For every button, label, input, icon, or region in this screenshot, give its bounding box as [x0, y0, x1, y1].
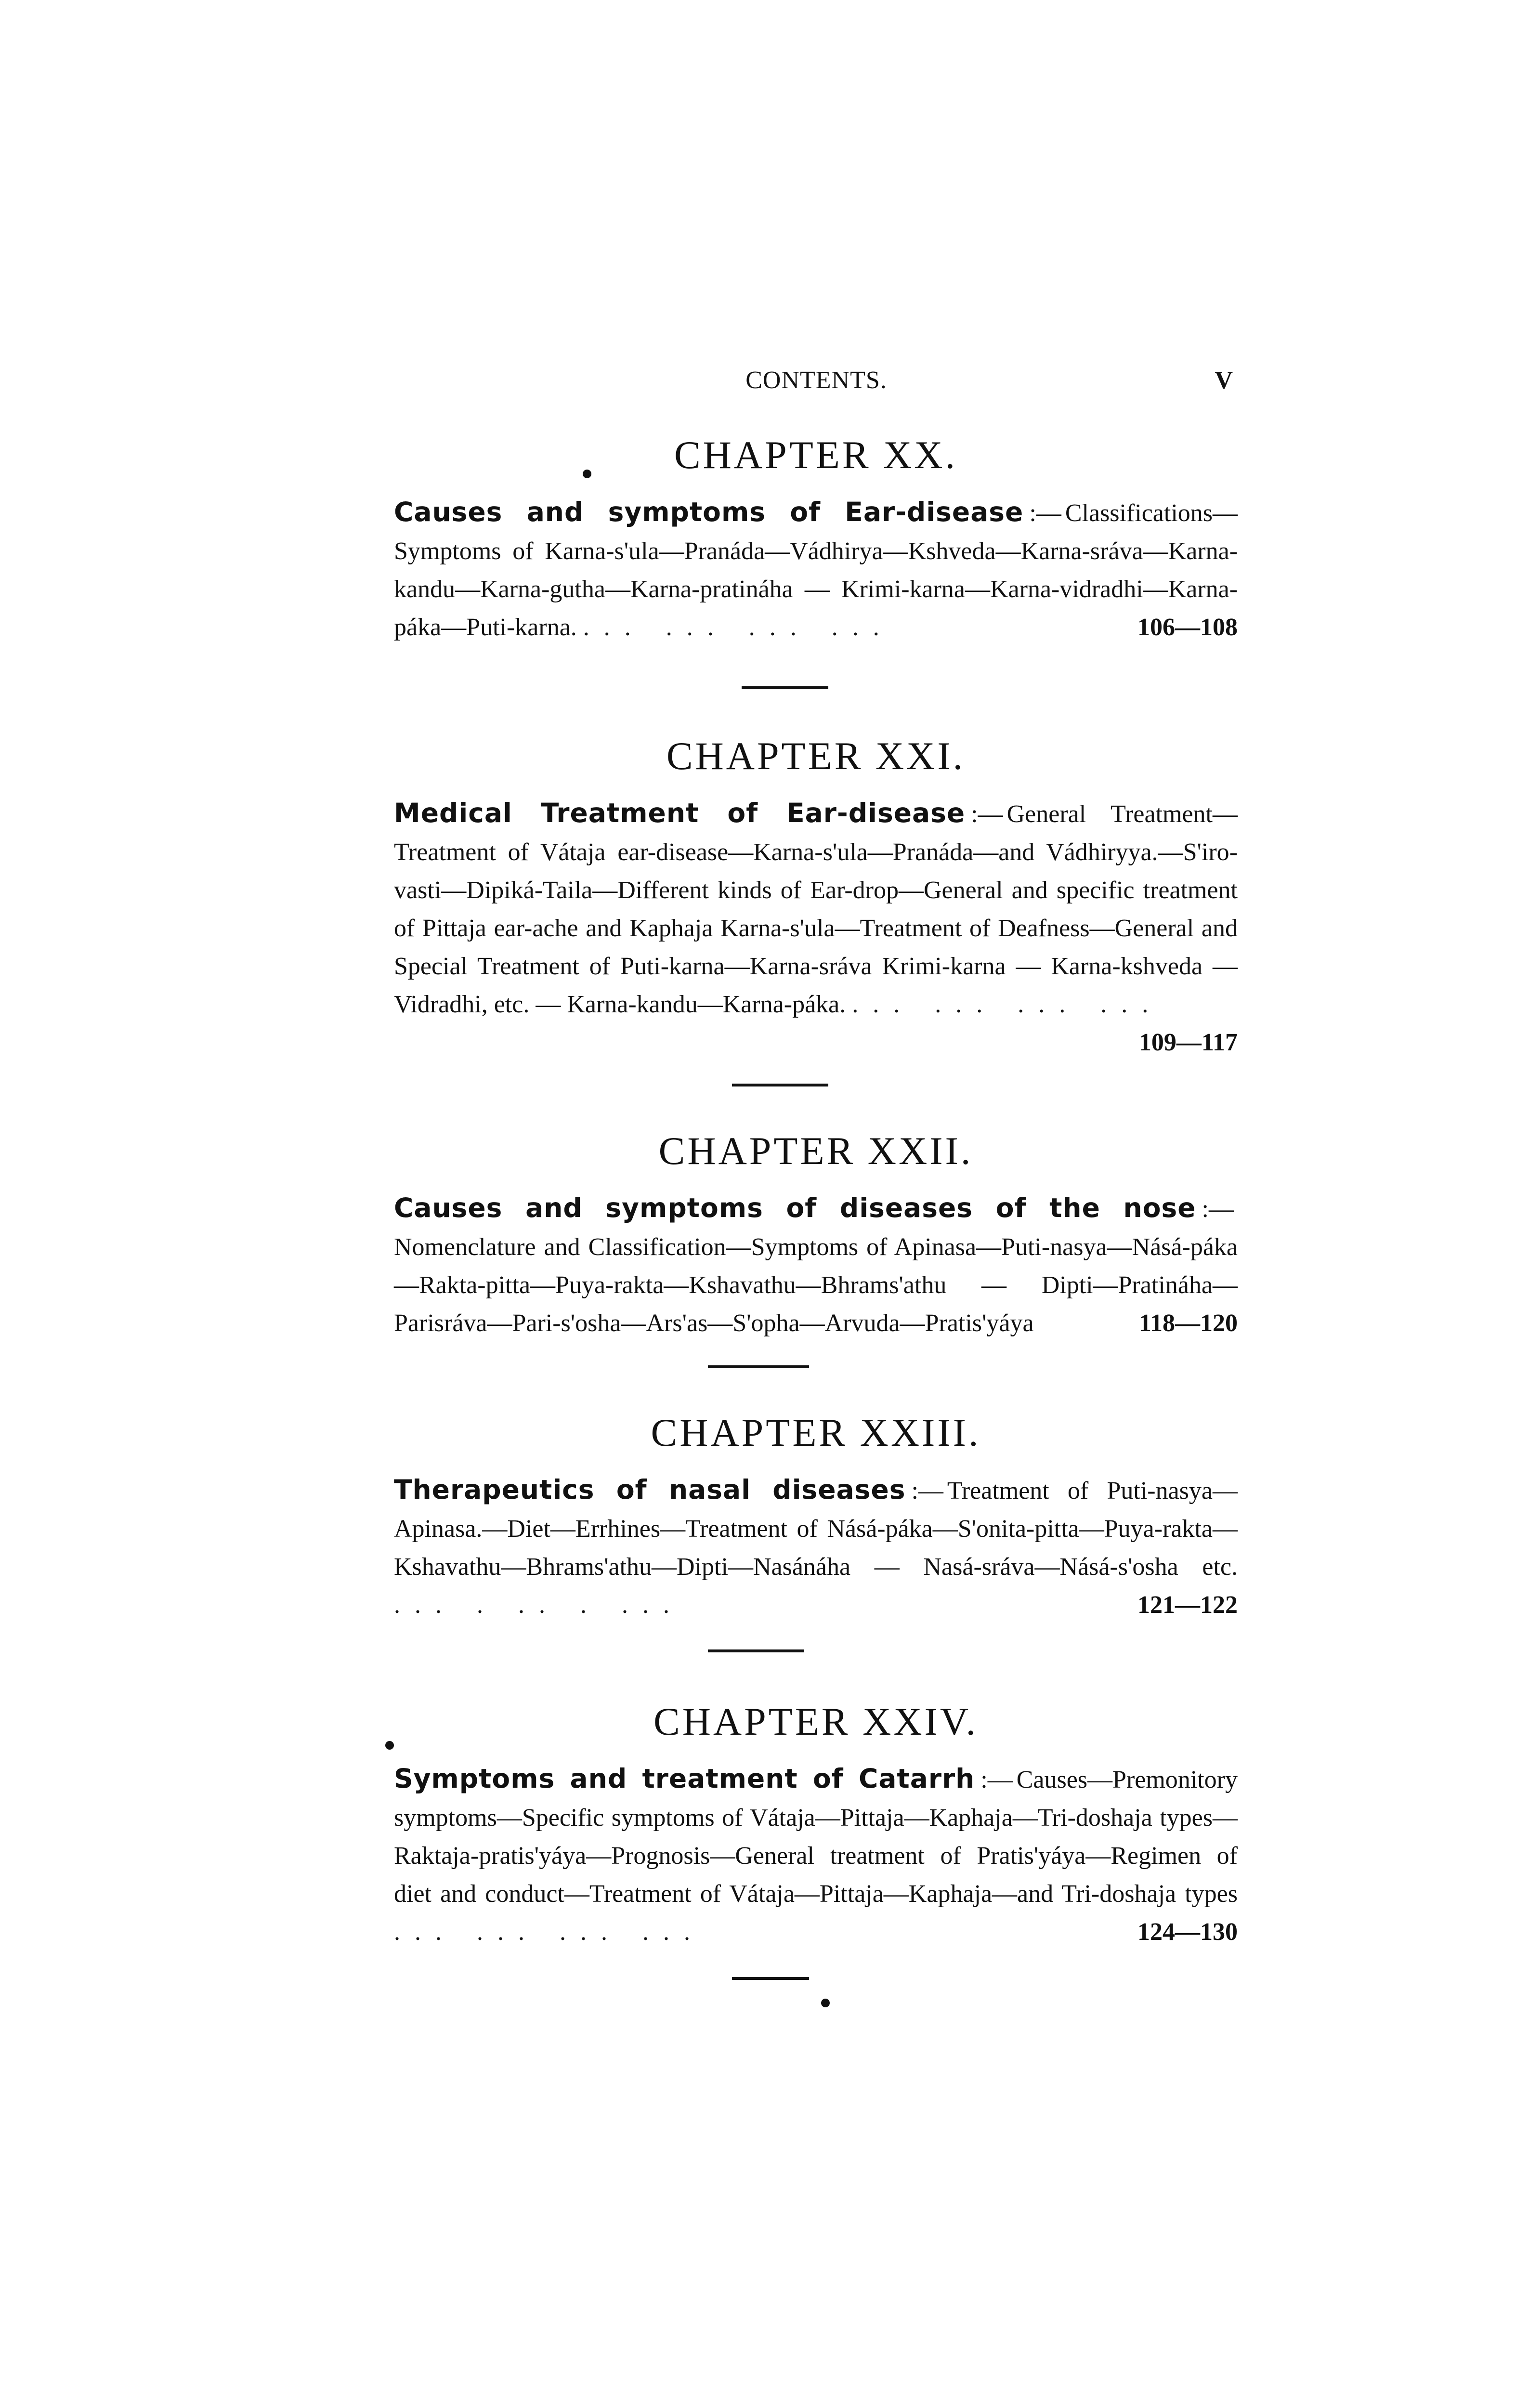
dot-leader: ... ... ... ...: [852, 991, 1163, 1019]
chapter-heading: CHAPTER XXIII.: [651, 1411, 981, 1454]
print-speck: [821, 1999, 830, 2007]
chapter-subject: Medical Treatment of Ear-disease: [394, 798, 966, 829]
section-rule: [732, 1084, 828, 1086]
chapter-subject: Therapeutics of nasal diseases: [394, 1474, 906, 1505]
section-rule: [708, 1365, 809, 1368]
dot-leader: ... . .. . ...: [394, 1591, 684, 1619]
page-range: 124—130: [1137, 1918, 1238, 1946]
chapter-heading: CHAPTER XXIV.: [653, 1700, 978, 1743]
page-range: 121—122: [1137, 1591, 1238, 1619]
chapter-contents: [394, 493, 1238, 646]
separator: :—: [980, 1766, 1013, 1794]
page-number: V: [1215, 366, 1233, 394]
separator: :—: [1029, 499, 1061, 527]
chapter-contents: [394, 1760, 1238, 1951]
chapter-topics: Nomenclature and Classification—Symptoms of Apinasa—Puti-nasya—Násá-páka—Rakta-pitta—Puya-rakta—Kshavathu—Bhrams'athu — Dipti—Pratináha—Parisráva—Pari-s'osha—Ars'as—S'opha—Arvuda—Pratis'yáya: [394, 1233, 1238, 1337]
separator: :—: [911, 1477, 943, 1505]
separator: :—: [971, 800, 1003, 828]
chapter-xxii: [394, 1129, 1238, 1342]
chapter-topics: Classifications—Symptoms of Karna-s'ula—Pranáda—Vádhirya—Kshveda—Karna-sráva—Karna-kandu—Karna-gutha—Karna-pratináha — Krimi-karna—Karna-vidradhi—Karna-páka—Puti-karna.: [394, 499, 1238, 641]
chapter-contents: [394, 794, 1238, 1057]
page-header: [400, 366, 1233, 409]
chapter-xxiii: [394, 1411, 1238, 1624]
page-range: 109—117: [1138, 1029, 1238, 1057]
separator: :—: [1202, 1195, 1234, 1223]
chapter-xx: [394, 433, 1238, 646]
section-rule: [708, 1649, 804, 1652]
chapter-topics: Treatment of Puti-nasya—Apinasa.—Diet—Errhines—Treatment of Násá-páka—S'onita-pitta—Puya-rakta—Kshavathu—Bhrams'athu—Dipti—Nasánáha — Nasá-sráva—Násá-s'osha etc.: [394, 1477, 1238, 1581]
chapter-topics: General Treatment—Treatment of Vátaja ear-disease—Karna-s'ula—Pranáda—and Vádhiryya.—S'iro-vasti—Dipiká-Taila—Different kinds of Ear-drop—General and specific treatment of Pittaja ear-ache and Kaphaja Karna-s'ula—Treatment of Deafness—General and Special Treatment of Puti-karna—Karna-sráva Krimi-karna — Karna-kshveda — Vidradhi, etc. — Karna-kandu—Karna-páka.: [394, 800, 1238, 1019]
section-rule: [742, 686, 828, 689]
chapter-subject: Symptoms and treatment of Catarrh: [394, 1763, 975, 1794]
page-range: 118—120: [1138, 1309, 1238, 1337]
chapter-subject: Causes and symptoms of diseases of the nose: [394, 1192, 1196, 1224]
dot-leader: ... ... ... ...: [583, 614, 894, 641]
chapter-heading: CHAPTER XXII.: [658, 1129, 973, 1173]
chapter-heading: CHAPTER XXI.: [666, 734, 966, 778]
page-range: 106—108: [1137, 614, 1238, 641]
chapter-contents: [394, 1471, 1238, 1624]
chapter-contents: [394, 1189, 1238, 1342]
print-speck: [385, 1741, 394, 1750]
chapter-subject: Causes and symptoms of Ear-disease: [394, 497, 1024, 528]
running-title: CONTENTS.: [745, 366, 887, 394]
chapter-xxi: [394, 734, 1238, 1061]
chapter-heading: CHAPTER XX.: [674, 433, 958, 477]
chapter-topics: Causes—Premonitory symptoms—Specific symptoms of Vátaja—Pittaja—Kaphaja—Tri-doshaja types—Raktaja-pratis'yáya—Prognosis—General treatment of Pratis'yáya—Regimen of diet and conduct—Treatment of Vátaja—Pittaja—Kaphaja—and Tri-doshaja types: [394, 1766, 1238, 1908]
dot-leader: ... ... ... ...: [394, 1918, 705, 1946]
section-rule: [732, 1977, 809, 1980]
chapter-xxiv: [394, 1700, 1238, 1951]
